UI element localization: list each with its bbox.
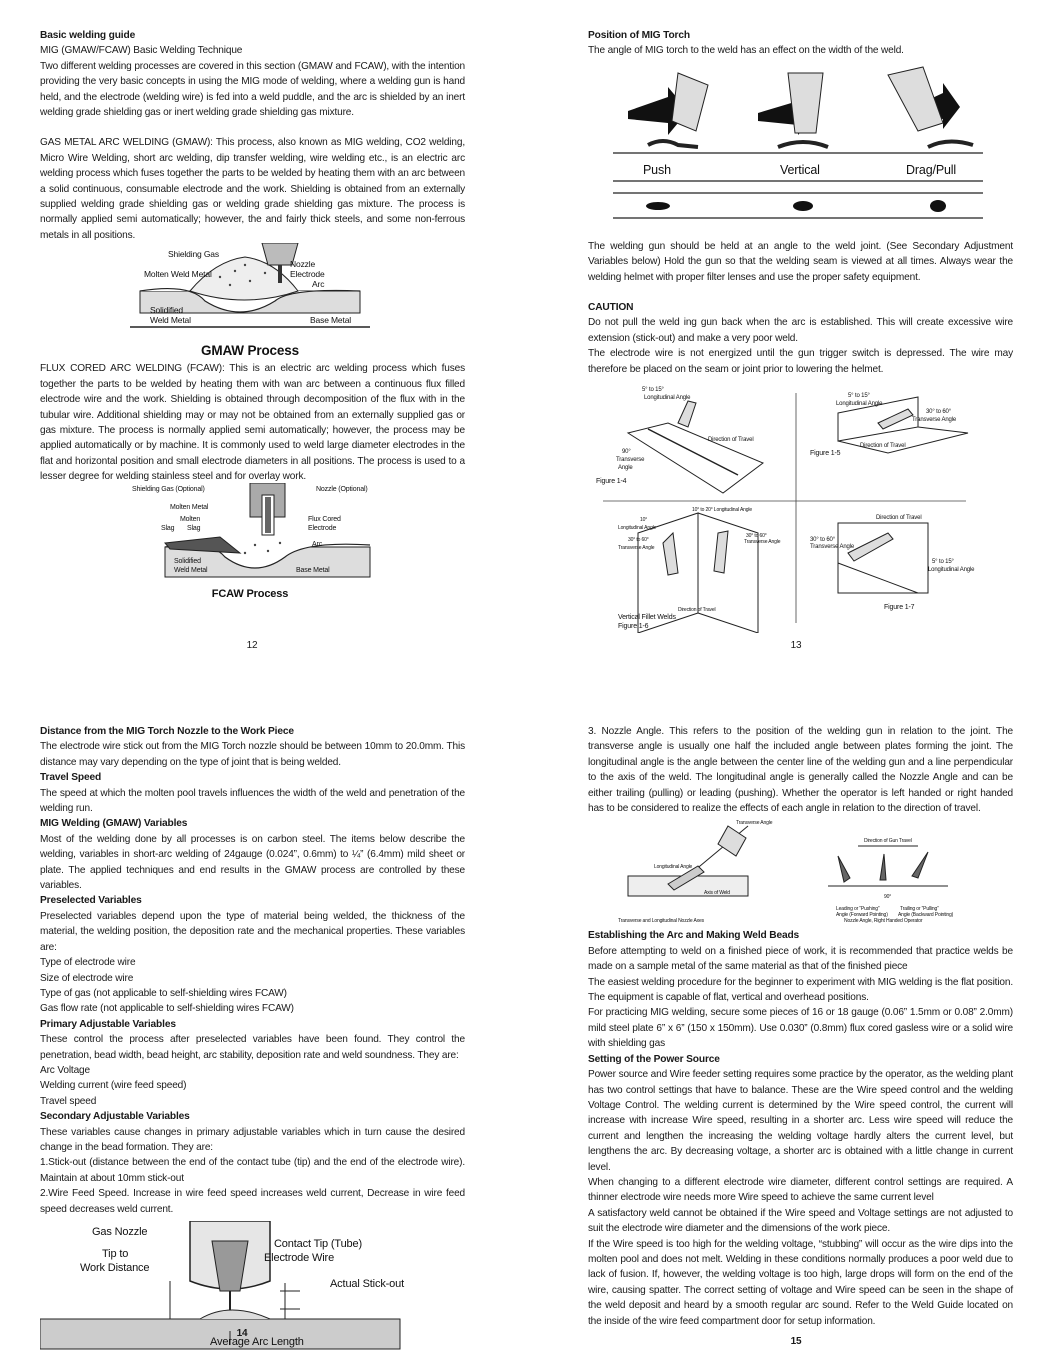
power-paragraph-1: Power source and Wire feeder setting requires some practice by the operator, as the welding plant has two control settings that have to balance. These are the Wire speed control and the welding Voltage Control. The welding current is determined by the Wire speed control, the current will increase with increase Wire speed, resulting in a shorter arc. Less wire speed will reduce the current and lengthen the increasing the welding voltage hardly alters the current level, but lengthens the arc. By decreasing voltage, a shorter arc is obtained with a little change in current level. — [588, 1069, 1013, 1173]
primary-item: Arc Voltage — [40, 1064, 90, 1076]
stickout-label-electrode: Electrode Wire — [264, 1252, 335, 1264]
gmaw-label-arc: Arc — [312, 279, 325, 290]
gmaw-label-weld-metal: Weld Metal — [150, 315, 191, 326]
f6-trans-deg-2: 30° to 60° — [746, 533, 767, 540]
nozzle-fig-dir: Direction of Gun Travel — [864, 838, 912, 845]
fcaw-label-molten-metal: Molten Metal — [170, 503, 209, 511]
stickout-label-gas-nozzle: Gas Nozzle — [92, 1226, 148, 1238]
caution-paragraph-1: Do not pull the weld ing gun back when the arc is established. This will create excessive wire extension (stick-out) and make a very poor weld. — [588, 317, 1013, 344]
fcaw-label-base-metal: Base Metal — [296, 566, 330, 574]
establishing-paragraph-2: The easiest welding procedure for the beginner to experiment with MIG welding is the flat position. The equipment is capable of flat, vertical and overhead positions. — [588, 976, 1013, 1004]
gmaw-caption: GMAW Process — [201, 343, 299, 359]
primary-item: Welding current (wire feed speed) — [40, 1080, 187, 1092]
f7-long-deg: 5° to 15° — [932, 559, 954, 566]
fcaw-label-slag-2: Slag — [187, 524, 201, 532]
torch-angle-figure — [588, 63, 1013, 233]
figures-1-4-to-1-7 — [588, 383, 1013, 633]
stickout-label-tip-1: Tip to — [102, 1248, 129, 1260]
f5-dir: Direction of Travel — [860, 443, 906, 450]
heading-preselected-variables: Preselected Variables — [40, 895, 142, 907]
primary-paragraph: These control the process after preselected variables have been found. They control the penetration, bead width, bead height, arc stability, deposition rate and weld soundness. They are: — [40, 1034, 465, 1061]
fcaw-label-solidified: Solidified — [174, 557, 201, 565]
page-12 — [40, 28, 465, 668]
heading-primary-variables: Primary Adjustable Variables — [40, 1018, 176, 1030]
nozzle-fig-trail-1: Trailing or “Pulling” — [900, 906, 939, 913]
nozzle-fig-deg: 90° — [884, 894, 892, 901]
fcaw-paragraph: FLUX CORED ARC WELDING (FCAW): This is an electric arc welding process which fuses together the parts to be welded by heating them with wan arc between a continuous flux filled electrode wire and the work. Shielding is obtained through decomposition of the flux with in the tubular wire. Additional shielding may or may not be obtained from an externally supplied gas or gas mixture. The process is normally applied semi automatically; however, the process may be applied automatically or by machine. It is commonly used to weld large diameter electrodes in the flat and horizontal position and small electrode diameters in all positions. The process is used to a lesser degree for welding stainless steel and for overlay work. — [40, 363, 465, 483]
f7-caption: Figure 1-7 — [884, 604, 915, 612]
f4-trans-deg: 90° — [622, 449, 631, 456]
heading-power-source: Setting of the Power Source — [588, 1053, 720, 1065]
fcaw-label-molten: Molten — [180, 515, 201, 523]
heading-basic-welding-guide: Basic welding guide — [40, 30, 136, 41]
f6-sub: Vertical Fillet Welds — [618, 614, 676, 622]
nozzle-fig-lead-2: Angle (Forward Pointing) — [836, 912, 888, 919]
page-13 — [588, 28, 1013, 668]
fcaw-process-figure — [40, 483, 465, 603]
f7-dir: Direction of Travel — [876, 515, 922, 522]
nozzle-fig-long: Longitudinal Angle — [654, 864, 693, 871]
stickout-paragraph: 1.Stick-out (distance between the end of the contact tube (tip) and the end of the electrode wire). Maintain at about 10mm stick-out — [40, 1157, 465, 1184]
fcaw-label-slag-1: Slag — [161, 524, 175, 532]
fcaw-caption: FCAW Process — [211, 587, 289, 600]
gmaw-label-molten: Molten Weld Metal — [144, 269, 212, 280]
nozzle-distance-paragraph: The electrode wire stick out from the MIG Torch nozzle should be between 10mm to 20.0mm. This distance may vary depending on the type of joint that is being welded. — [40, 741, 465, 768]
torch-label-push: Push — [643, 162, 671, 177]
nozzle-angle-diagram — [588, 816, 1013, 928]
gmaw-process-figure — [40, 243, 465, 361]
f4-long-deg: 5° to 15° — [642, 387, 664, 394]
heading-travel-speed: Travel Speed — [40, 772, 102, 784]
page-15 — [588, 724, 1013, 1364]
page-14 — [40, 724, 465, 1364]
f5-trans: Transverse Angle — [912, 417, 957, 424]
gmaw-label-shielding-gas: Shielding Gas — [168, 249, 219, 260]
nozzle-fig-trans: Transverse Angle — [736, 820, 773, 827]
gmaw-label-nozzle: Nozzle — [290, 259, 316, 270]
gmaw-label-base-metal: Base Metal — [310, 315, 352, 326]
establishing-paragraph-3: For practicing MIG welding, secure some pieces of 16 or 18 gauge (0.06” 1.5mm or 0.08” 2.0mm) mild steel plate 6” x 6” (150 x 150mm). Use 0.030” (0.8mm) flux cored gasless wire or a solid wire with shielding gas — [588, 1007, 1013, 1050]
f4-trans-1: Transverse — [616, 457, 645, 464]
travel-speed-paragraph: The speed at which the molten pool travels influences the width of the weld and penetration of the welding run. — [40, 787, 465, 815]
heading-gmaw-variables: MIG Welding (GMAW) Variables — [40, 818, 188, 830]
intro-paragraph: Two different welding processes are covered in this section (GMAW and FCAW), with the intention providing the very basic concepts in using the MIG mode of welding, where a welding gun is hand held, and the electrode (welding wire) is fed into a weld puddle, and the arc is shielded by an inert welding grade shielding gas or inert welding grade shielding gas mixture. — [40, 60, 465, 119]
page-number-14: 14 — [236, 1328, 248, 1339]
f6-trans-2: Transverse Angle — [744, 539, 781, 546]
power-paragraph-4: If the Wire speed is too high for the welding voltage, “stubbing” will occur as the wire dips into the molten pool and does not melt. Welding in these conditions normally produces a poor weld due to lack of fusion. If, however, the welding voltage is too high, large drops will form on the end of the wire, causing spatter. The correct setting of voltage and Wire speed can be seen in the shape of the weld deposit and heard by a smooth regular arc sound. Refer to the Weld Guide located on the inside of the wire feed compartment door for setup information. — [588, 1238, 1013, 1327]
f6-trans-deg: 30° to 60° — [628, 537, 649, 544]
f4-dir: Direction of Travel — [708, 437, 754, 444]
fcaw-label-shielding-gas: Shielding Gas (Optional) — [132, 485, 205, 493]
establishing-paragraph-1: Before attempting to weld on a finished piece of work, it is recommended that practice welds be made on a sample metal of the same material as that of the finished piece — [588, 945, 1013, 973]
caution-heading: CAUTION — [588, 302, 634, 314]
subheading-mig-technique: MIG (GMAW/FCAW) Basic Welding Technique — [40, 45, 243, 57]
stickout-label-actual: Actual Stick-out — [330, 1278, 405, 1290]
secondary-paragraph: These variables cause changes in primary adjustable variables which in turn cause the desired change in the bead formation. They are: — [40, 1126, 465, 1153]
f5-long: Longitudinal Angle — [836, 401, 883, 408]
nozzle-angle-figure — [588, 816, 1013, 928]
f6-trans: Transverse Angle — [618, 545, 655, 552]
fcaw-label-arc: Arc — [312, 540, 323, 548]
heading-establishing-arc: Establishing the Arc and Making Weld Beads — [588, 930, 800, 942]
gmaw-paragraph: GAS METAL ARC WELDING (GMAW): This process, also known as MIG welding, CO2 welding, Micro Wire Welding, short arc welding, dip transfer welding, wire welding etc., is an electric arc welding process which fuses together the parts to be welded by heating them with an arc between a solid continuous, consumable electrode and the work. Shielding is obtained from an externally supplied welding grade shielding gas or welding grade shielding gas mixture. The process is normally applied semi automatically; however, the and fairly thick steels, and some non-ferrous metals in all positions. — [40, 137, 465, 241]
figures-diagram — [588, 383, 1013, 633]
preselected-item: Type of electrode wire — [40, 957, 136, 969]
f6-long-deg: 10° — [640, 517, 648, 524]
preselected-paragraph: Preselected variables depend upon the type of material being welded, the thickness of the material, the welding position, the deposition rate and the mechanical properties. These variables are: — [40, 910, 465, 953]
nozzle-fig-axis: Axis of Weld — [704, 890, 730, 897]
f7-trans-deg: 30° to 60° — [810, 537, 835, 544]
f6-top: 10° to 20° Longitudinal Angle — [692, 507, 752, 514]
stickout-label-arc-length: Average Arc Length — [210, 1336, 304, 1348]
f4-caption: Figure 1-4 — [596, 478, 627, 486]
stickout-label-tip-2: Work Distance — [80, 1262, 150, 1274]
f7-trans: Transverse Angle — [810, 544, 855, 551]
page-number-12: 12 — [246, 640, 258, 651]
f4-trans-2: Angle — [618, 465, 633, 472]
f6-dir: Direction of Travel — [678, 607, 716, 614]
nozzle-fig-trail-2: Angle (Backward Pointing) — [898, 912, 954, 919]
gmaw-label-solidified: Solidified — [150, 305, 183, 316]
gmaw-label-electrode: Electrode — [290, 269, 325, 280]
gmaw-variables-paragraph: Most of the welding done by all processes is on carbon steel. The items below describe the welding, variables in short-arc welding of 24gauge (0.024”, 0.6mm) to ¼” (6.4mm) mild sheet or plate. The applied techniques and end results in the GMAW process are controlled by these variables. — [40, 833, 465, 892]
fcaw-label-weld-metal: Weld Metal — [174, 566, 208, 574]
f4-long: Longitudinal Angle — [644, 395, 691, 402]
f5-trans-deg: 30° to 60° — [926, 409, 951, 416]
torch-intro: The angle of MIG torch to the weld has an effect on the width of the weld. — [588, 45, 904, 57]
f5-long-deg: 5° to 15° — [848, 393, 870, 400]
f5-caption: Figure 1-5 — [810, 450, 841, 458]
preselected-item: Type of gas (not applicable to self-shielding wires FCAW) — [40, 987, 287, 999]
f6-caption: Figure 1-6 — [618, 623, 649, 631]
page-number-15: 15 — [790, 1336, 802, 1347]
wire-feed-paragraph: 2.Wire Feed Speed. Increase in wire feed speed increases weld current, Decrease in wire feed speed decreases weld current. — [40, 1188, 465, 1215]
page-number-13: 13 — [790, 640, 802, 651]
nozzle-fig-caption-left: Transverse and Longitudinal Nozzle Axes — [618, 918, 704, 925]
preselected-item: Gas flow rate (not applicable to self-shielding wires FCAW) — [40, 1003, 294, 1015]
torch-angle-diagram — [588, 63, 1013, 233]
f6-long: Longitudinal Angle — [618, 525, 657, 532]
fcaw-label-flux-cored: Flux Cored — [308, 515, 341, 523]
fcaw-label-electrode: Electrode — [308, 524, 337, 532]
heading-position-of-mig-torch: Position of MIG Torch — [588, 30, 690, 41]
fcaw-diagram — [40, 483, 465, 603]
preselected-item: Size of electrode wire — [40, 972, 134, 984]
f7-long: Longitudinal Angle — [928, 567, 975, 574]
nozzle-fig-lead-1: Leading or “Pushing” — [836, 906, 880, 913]
torch-label-drag: Drag/Pull — [906, 162, 957, 177]
heading-secondary-variables: Secondary Adjustable Variables — [40, 1111, 190, 1123]
power-paragraph-3: A satisfactory weld cannot be obtained if the Wire speed and Voltage settings are not adjusted to suit the electrode wire diameter and the dimensions of the work piece. — [588, 1207, 1013, 1235]
torch-paragraph: The welding gun should be held at an angle to the weld joint. (See Secondary Adjustment Variables below) Hold the gun so that the welding seam is viewed at all times. Always wear the welding helmet with proper filter lenses and use the proper safety equipment. — [588, 240, 1013, 283]
power-paragraph-2: When changing to a different electrode wire diameter, different control settings are required. A thinner electrode wire needs more Wire speed to achieve the same current level — [588, 1176, 1013, 1204]
nozzle-angle-paragraph: 3. Nozzle Angle. This refers to the position of the welding gun in relation to the joint. The transverse angle is usually one half the included angle between plates forming the joint. The longitudinal angle is the angle between the center line of the welding gun and a line perpendicular to the axis of the weld. The longitudinal angle is generally called the Nozzle Angle and can be either trailing (pulling) or leading (pushing). Whether the operator is left handed or right handed has to be considered to realize the effects of each angle in relation to the direction of travel. — [588, 726, 1013, 815]
heading-nozzle-distance: Distance from the MIG Torch Nozzle to the Work Piece — [40, 726, 294, 737]
stickout-label-contact-tip: Contact Tip (Tube) — [274, 1238, 362, 1250]
gmaw-diagram — [40, 243, 465, 361]
torch-label-vertical: Vertical — [780, 162, 820, 177]
nozzle-fig-caption-right: Nozzle Angle, Right Handed Operator — [844, 918, 923, 925]
fcaw-label-nozzle: Nozzle (Optional) — [316, 485, 368, 493]
caution-paragraph-2: The electrode wire is not energized until the gun trigger switch is depressed. The wire may therefore be placed on the seam or joint prior to lowering the helmet. — [588, 348, 1013, 375]
primary-item: Travel speed — [40, 1095, 97, 1107]
